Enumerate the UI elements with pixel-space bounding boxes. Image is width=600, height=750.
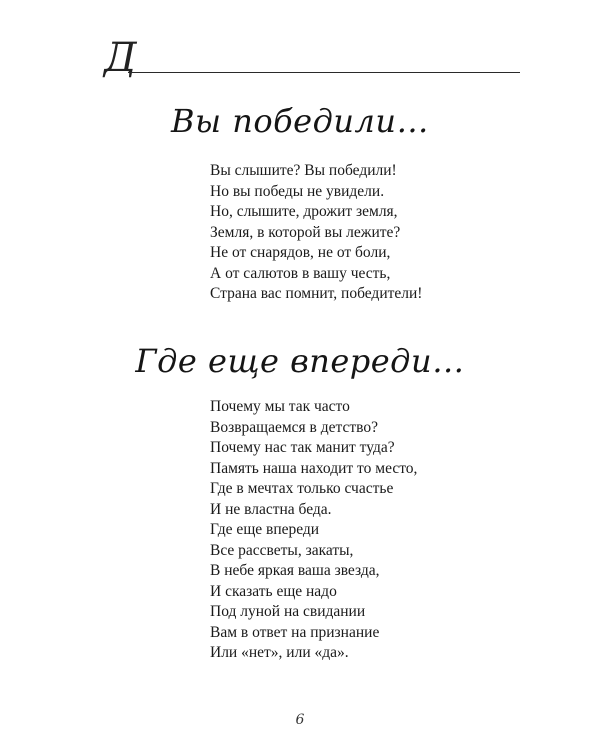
poem-line: Где в мечтах только счастье [210,480,394,497]
poem-line: И не властна беда. [210,500,332,518]
poem-line: Земля, в которой вы лежите? [210,223,401,241]
poem-line: Или «нет», или «да». [210,644,349,661]
poem-title-2: Где еще впереди… [135,342,465,380]
poem-line: Возвращаемся в детство? [210,418,378,436]
page-number: 6 [295,712,305,728]
poem-line: Все рассветы, закаты, [210,541,354,559]
poem-line: Память наша находит то место, [210,459,418,477]
poem-line: В небе яркая ваша звезда, [210,562,380,579]
poem-body-2 [210,397,417,664]
poem-line: Под луной на свидании [210,603,366,620]
poem-line: А от салютов в вашу честь, [210,264,391,282]
poem-line: Вам в ответ на признание [210,623,380,641]
poem-line: Не от снарядов, не от боли, [210,244,391,261]
poem-line: Где еще впереди [210,521,320,538]
poem-title-1: Вы победили… [171,102,429,140]
header-initial-ornament: Д [104,35,137,81]
poem-line: Страна вас помнит, победители! [210,285,423,302]
header-rule [128,72,520,73]
poem-body-1 [210,161,422,305]
poem-line: Почему нас так манит туда? [210,439,395,456]
poem-line: Вы слышите? Вы победили! [210,162,397,179]
poem-line: Почему мы так часто [210,398,350,415]
poem-line: Но вы победы не увидели. [210,182,385,200]
poem-line: И сказать еще надо [210,582,337,600]
poem-line: Но, слышите, дрожит земля, [210,203,398,220]
